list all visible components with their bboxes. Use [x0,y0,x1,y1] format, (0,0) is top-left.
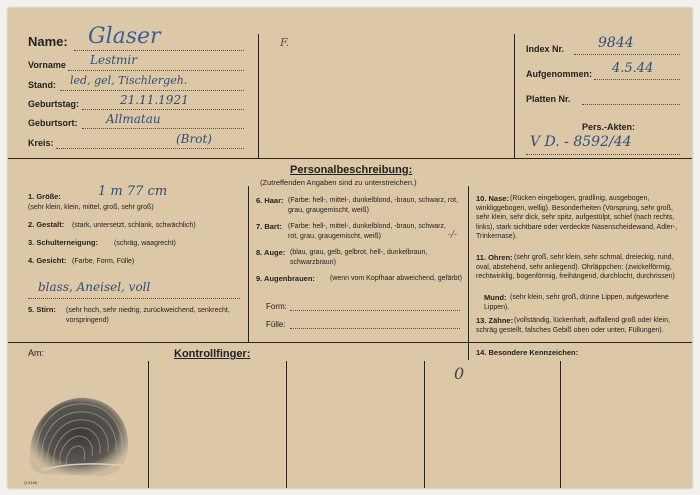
stand-label: Stand: [28,80,56,90]
gesicht-text: (Farbe, Form, Fülle) [72,258,135,265]
header-col-divider-2 [514,34,515,158]
am-label: Am: [28,348,45,358]
gesicht-label: 4. Gesicht: [28,256,67,265]
auge-text: (blau, grau, gelb, gelbrot, hell-, dunkelbraun, schwarzbraun) [290,249,428,266]
mid-mark: F. [280,36,290,49]
section-title: Personalbeschreibung: [290,164,413,176]
nase-label: 10. Nase: [476,194,509,203]
stand-dots [60,90,244,91]
gesicht-dots [28,298,240,299]
groesse-label: 1. Größe: [28,192,61,201]
bart-label: 7. Bart: [256,222,282,231]
stand-value: led, gel, Tischlergeh. [70,74,188,87]
zaehne-label: 13. Zähne: [476,316,514,325]
geburtstag-dots [82,109,244,110]
geburtsort-value: Allmatau [106,112,161,126]
vorname-label: Vorname [28,60,66,70]
schulter-label: 3. Schulterneigung: [28,238,99,247]
bart-text: (Farbe: hell-, mittel-, dunkelblond, -braun, schwarz, rot, grau, graugemischt, weiß) [288,223,446,240]
gestalt-label: 2. Gestalt: [28,220,65,229]
bart-value: -/- [448,230,458,240]
fuelle-dots [290,328,460,329]
ohren-label: 11. Ohren: [476,253,513,262]
platten-dots [582,104,680,105]
vorname-value: Lestmir [90,53,138,67]
stirn-label: 5. Stirn: [28,305,56,314]
index-value: 9844 [598,35,634,51]
personal-record-card [8,8,692,488]
fingerprint-image [22,390,134,480]
schulter-text: (schräg, waagrecht) [114,240,176,247]
geburtsort-dots [82,128,244,129]
nase-text: (Rücken eingebogen, gradlinig, ausgebogen, winkliggebogen, wellig). Besonderheiten (Vorsprung, sehr groß, sehr klein, sehr dick, sehr spitz, aufgestülpt, schief (nach rechts, links), stark sichtbare oder verdeckte Nasenscheidewand, Adler-, Trinkernase). [476,195,678,240]
index-label: Index Nr. [526,44,565,54]
form-label: Form: [266,302,287,311]
desc-col-divider-1 [248,186,249,342]
aufgenommen-label: Aufgenommen: [526,69,592,79]
augenbrauen-label: 9. Augenbrauen: [256,274,315,283]
finger-col-4 [560,361,561,488]
groesse-text: (sehr klein, klein, mittel, groß, sehr groß) [28,204,154,211]
akten-value: V D. - 8592/44 [530,134,632,150]
finger-col-2 [286,361,287,488]
ohren-text: (sehr groß, sehr klein, sehr schmal, dreieckig, rund, oval, abstehend, sehr anliegend). Ohrläppchen: (zwickelförmig, rechtwinklig, bogenförmig, freihängend, durchlocht, durchrissen) [476,254,675,280]
form-dots [290,310,460,311]
aufgenommen-dots [594,79,680,80]
header-divider [8,158,692,159]
kreis-dots [56,148,244,149]
stirn-text: (sehr hoch, sehr niedrig, zurückweichend, senkrecht, vorspringend) [66,307,230,324]
groesse-value: 1 m 77 cm [98,184,168,199]
header-col-divider-1 [258,34,259,158]
index-dots [574,54,680,55]
geburtsort-label: Geburtsort: [28,118,78,128]
haar-text: (Farbe: hell-, mittel-, dunkelblond, -braun, schwarz, rot, grau, graugemischt, weiß) [288,197,459,214]
geburtstag-label: Geburtstag: [28,99,80,109]
zaehne-text: (vollständig, lückenhaft, auffallend groß oder klein, schräg gestellt, falsches Gebiß oben oder unten, Füllungen). [476,317,670,334]
gestalt-text: (stark, untersetzt, schlank, schwächlich) [72,222,196,229]
bottom-mark: 0 [454,364,465,383]
augenbrauen-text: (wenn vom Kopfhaar abweichend, gefärbt) [330,275,462,282]
akten-dots [526,154,680,155]
aufgenommen-value: 4.5.44 [612,61,654,76]
geburtstag-value: 21.11.1921 [120,93,189,107]
vorname-dots [68,70,244,71]
section-subtitle: (Zutreffenden Angaben sind zu unterstreichen.) [260,178,417,187]
name-label: Name: [28,34,68,49]
kreis-value: (Brot) [176,132,212,146]
name-dots [74,50,244,51]
mund-label: Mund: [484,293,507,302]
kennzeichen-label: 14. Besondere Kennzeichen: [476,348,579,357]
auge-label: 8. Auge: [256,248,286,257]
desc-sub-divider [248,342,468,343]
mund-text: (sehr klein, sehr groß, dünne Lippen, aufgeworfene Lippen). [484,294,669,311]
kreis-label: Kreis: [28,138,54,148]
name-value: Glaser [88,24,161,49]
platten-label: Platten Nr. [526,94,571,104]
fuelle-label: Fülle: [266,320,286,329]
kontroll-label: Kontrollfinger: [174,348,251,360]
finger-col-3 [424,361,425,488]
haar-label: 6. Haar: [256,196,284,205]
desc-col-divider-2 [468,186,469,360]
print-code: Q.5166 [24,480,38,485]
finger-col-1 [148,361,149,488]
akten-label: Pers.-Akten: [582,122,636,132]
gesicht-value: blass, Aneisel, voll [38,280,151,294]
